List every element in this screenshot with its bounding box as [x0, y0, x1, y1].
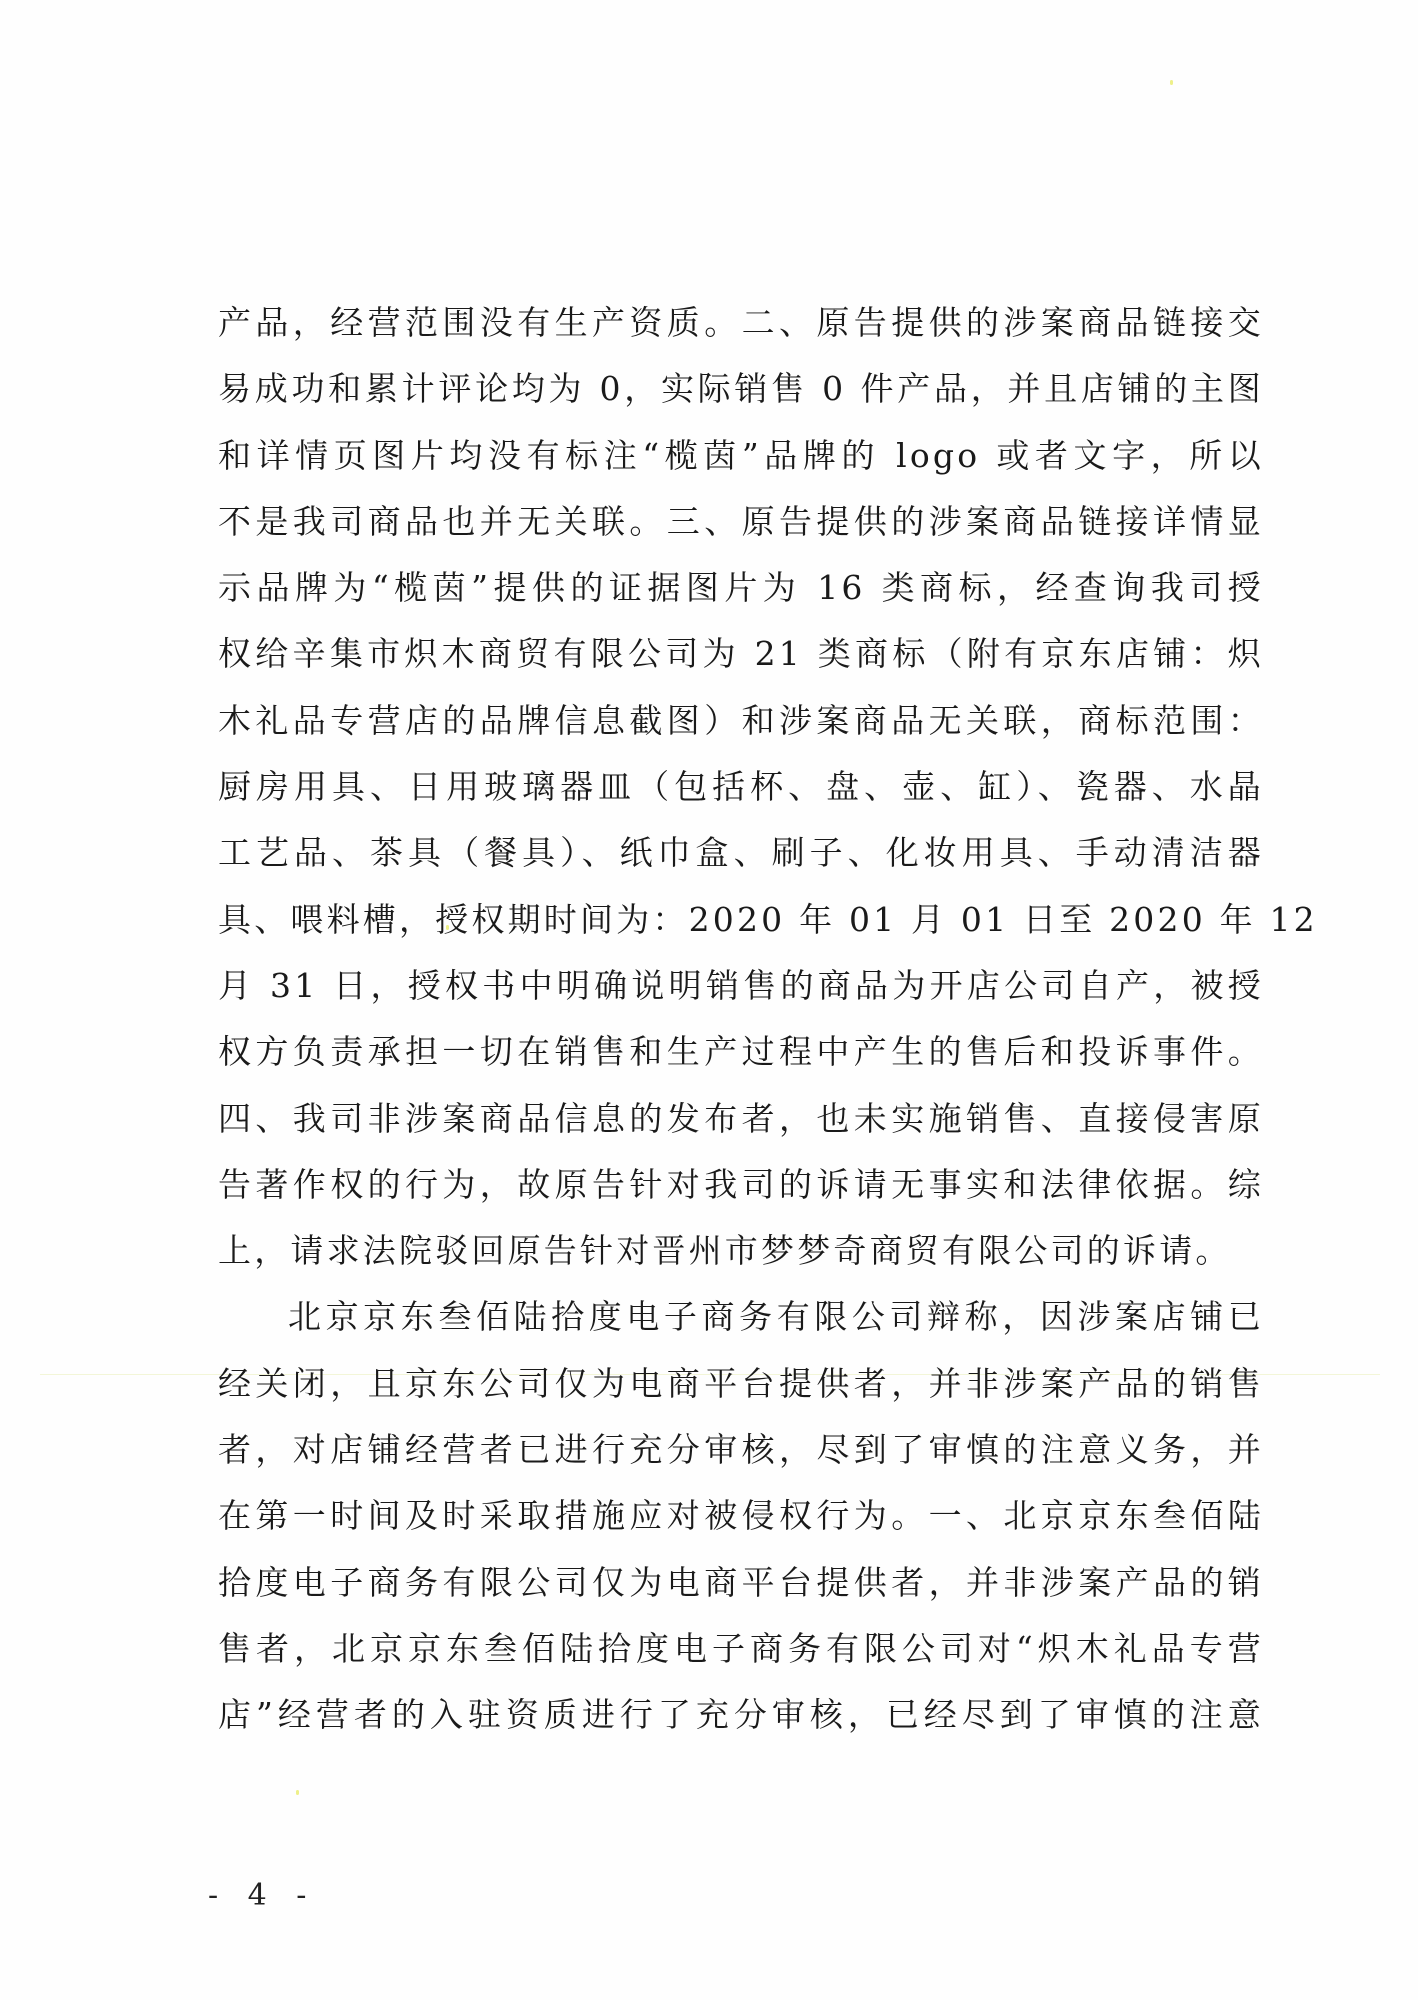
text-line: 权方负责承担一切在销售和生产过程中产生的售后和投诉事件。: [218, 1032, 1264, 1072]
scan-speck: [296, 1790, 299, 1795]
scan-speck: [1170, 80, 1173, 85]
text-line: 和详情页图片均没有标注“榄茵”品牌的 logo 或者文字，所以: [218, 435, 1264, 475]
text-line: 产品，经营范围没有生产资质。二、原告提供的涉案商品链接交: [218, 303, 1264, 342]
text-line: 拾度电子商务有限公司仅为电商平台提供者，并非涉案产品的销: [218, 1562, 1264, 1602]
text-line: 北京京东叁佰陆拾度电子商务有限公司辩称，因涉案店铺已: [288, 1297, 1264, 1337]
paragraph-jd-statement: [218, 1284, 1264, 1748]
text-line: 示品牌为“榄茵”提供的证据图片为 16 类商标，经查询我司授: [218, 568, 1264, 608]
text-line: 者，对店铺经营者已进行充分审核，尽到了审慎的注意义务，并: [218, 1430, 1264, 1470]
body-text: [218, 290, 1318, 1749]
text-line: 厨房用具、日用玻璃器皿（包括杯、盘、壶、缸）、瓷器、水晶: [218, 767, 1264, 807]
paragraph-defendant-statement: [218, 290, 1318, 1284]
text-line: 月 31 日，授权书中明确说明销售的商品为开店公司自产，被授: [218, 965, 1264, 1005]
text-line: 权给辛集市炽木商贸有限公司为 21 类商标（附有京东店铺：炽: [218, 634, 1264, 674]
text-line: 上，请求法院驳回原告针对晋州市梦梦奇商贸有限公司的诉请。: [218, 1231, 1232, 1271]
text-line: 售者，北京京东叁佰陆拾度电子商务有限公司对“炽木礼品专营: [218, 1628, 1264, 1668]
text-line: 木礼品专营店的品牌信息截图）和涉案商品无关联，商标范围：: [218, 700, 1264, 740]
text-line: 具、喂料槽，授权期时间为：2020 年 01 月 01 日至 2020 年 12: [218, 899, 1318, 939]
text-line: 易成功和累计评论均为 0，实际销售 0 件产品，并且店铺的主图: [218, 369, 1264, 409]
text-line: 在第一时间及时采取措施应对被侵权行为。一、北京京东叁佰陆: [218, 1496, 1264, 1536]
page-number: - 4 -: [208, 1878, 317, 1913]
text-line: 不是我司商品也并无关联。三、原告提供的涉案商品链接详情显: [218, 501, 1264, 541]
text-line: 店”经营者的入驻资质进行了充分审核，已经尽到了审慎的注意: [218, 1695, 1264, 1735]
text-line: 四、我司非涉案商品信息的发布者，也未实施销售、直接侵害原: [218, 1098, 1264, 1138]
text-line: 经关闭，且京东公司仅为电商平台提供者，并非涉案产品的销售: [218, 1363, 1264, 1403]
text-line: 工艺品、茶具（餐具）、纸巾盒、刷子、化妆用具、手动清洁器: [218, 833, 1264, 873]
text-line: 告著作权的行为，故原告针对我司的诉请无事实和法律依据。综: [218, 1164, 1264, 1204]
